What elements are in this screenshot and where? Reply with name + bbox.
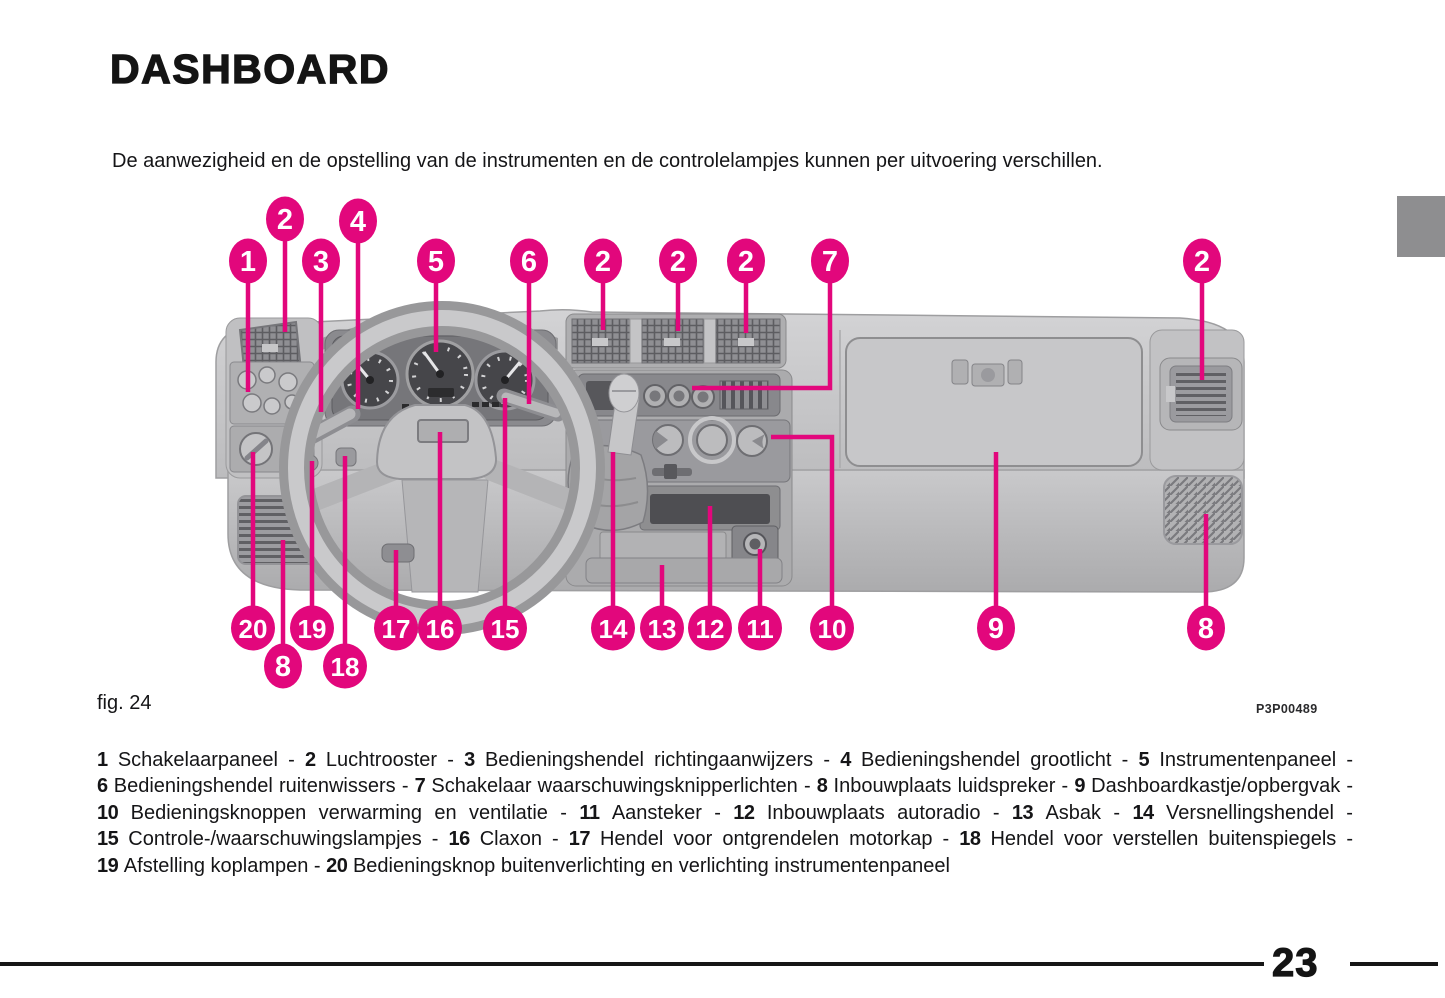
svg-text:10: 10 [817,614,847,644]
svg-text:4: 4 [349,206,367,238]
svg-text:12: 12 [695,614,725,644]
gauge-speedometer [407,341,473,407]
hazard-switch-panel [578,374,780,416]
svg-text:6: 6 [520,246,538,278]
svg-text:8: 8 [1197,613,1215,645]
callout-badge-12 [688,606,732,651]
callout-badge-13 [640,606,684,651]
callout-badge-11 [738,606,782,651]
svg-text:2: 2 [1193,246,1211,278]
svg-text:18: 18 [330,652,360,682]
svg-text:14: 14 [598,614,628,644]
callout-badge-2 [266,197,304,242]
callout-badge-2 [584,239,622,284]
dashboard-illustration [216,310,1244,618]
page-number: 23 [1272,941,1319,985]
dashboard-figure [195,190,1255,695]
callout-badge-16 [418,606,462,651]
figure-caption: fig. 24 [97,692,152,714]
callout-badge-9 [977,606,1015,651]
callout-badge-5 [417,239,455,284]
callout-badge-2 [727,239,765,284]
cigarette-lighter [732,526,778,562]
intro-text: De aanwezigheid en de opstelling van de instrumenten en de controlelampjes kunnen per uitvoering verschillen. [112,150,1103,172]
glovebox-latch [952,360,1022,386]
svg-text:11: 11 [746,614,774,644]
photo-code: P3P00489 [1256,702,1318,716]
blank-plate [600,532,726,560]
legend-text: 1 Schakelaarpaneel - 2 Luchtrooster - 3 Bedieningshendel richtingaanwijzers - 4 Bedieningshendel grootlicht - 5 Instrumentenpaneel - 6 Bedieningshendel ruitenwissers - 7 Schakelaar waarschuwingsknipperlichten - 8 Inbouwplaats luidspreker - 9 Dashboardkastje/opbergvak - 10 Bedieningsknoppen verwarming en ventilatie - 11 Aansteker - 12 Inbouwplaats autoradio - 13 Asbak - 14 Versnellingshendel - 15 Controle-/waarschuwingslampjes - 16 Claxon - 17 Hendel voor ontgrendelen motorkap - 18 Hendel voor verstellen buitenspiegels - 19 Afstelling koplampen - 20 Bedieningsknop buitenverlichting en verlichting instrumentenpaneel [97,749,1354,877]
footer-rule-right [1350,962,1438,966]
ashtray [586,558,782,583]
svg-text:2: 2 [276,204,294,236]
callout-badge-3 [302,239,340,284]
callout-badge-17 [374,606,418,651]
callout-badge-15 [483,606,527,651]
callout-badge-8 [1187,606,1225,651]
footer-rule-left [0,962,1264,966]
svg-text:15: 15 [490,614,520,644]
svg-text:5: 5 [427,246,445,278]
svg-text:1: 1 [239,246,257,278]
steering-column [402,480,488,592]
speaker-grille-right [1164,476,1242,544]
svg-text:7: 7 [821,246,839,278]
glovebox [846,338,1142,466]
callout-badge-7 [811,239,849,284]
svg-text:13: 13 [647,614,677,644]
svg-text:3: 3 [312,246,330,278]
horn-button [418,420,468,442]
svg-text:8: 8 [274,651,292,683]
svg-text:19: 19 [297,614,327,644]
callout-badge-2 [659,239,697,284]
page-title: DASHBOARD [110,46,390,92]
callout-badge-2 [1183,239,1221,284]
callout-badge-4 [339,199,377,244]
svg-text:9: 9 [987,613,1005,645]
svg-text:2: 2 [669,246,687,278]
callout-badge-1 [229,239,267,284]
svg-text:20: 20 [238,614,268,644]
callout-badge-18 [323,644,367,689]
callout-badge-14 [591,606,635,651]
callout-badge-8 [264,644,302,689]
svg-text:17: 17 [381,614,411,644]
svg-text:2: 2 [594,246,612,278]
svg-text:16: 16 [425,614,455,644]
callout-badge-19 [290,606,334,651]
callout-badge-6 [510,239,548,284]
callout-badge-20 [231,606,275,651]
callout-badge-10 [810,606,854,651]
svg-text:2: 2 [737,246,755,278]
chapter-tab-marker [1397,196,1445,257]
